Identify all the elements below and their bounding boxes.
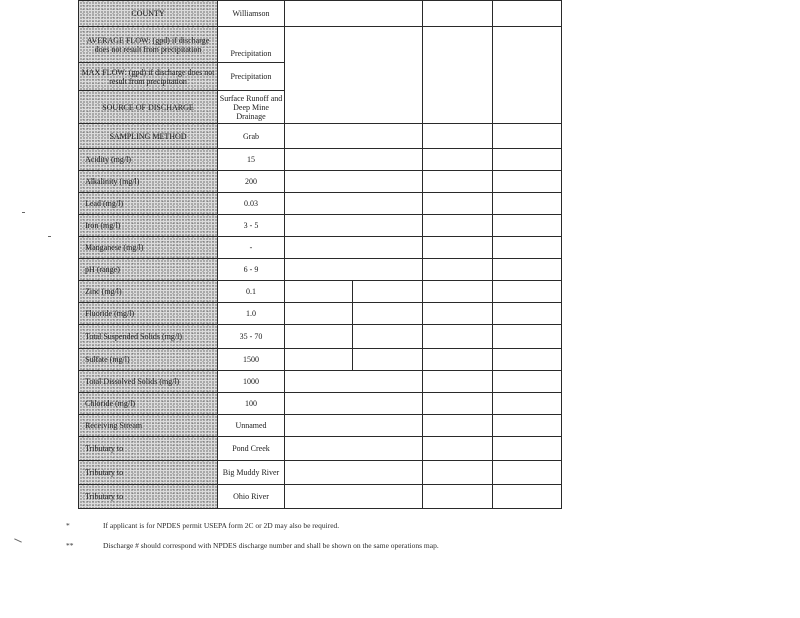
empty-cell: [493, 259, 562, 281]
row-label: Acidity (mg/l): [79, 149, 218, 171]
empty-cell: [423, 281, 493, 303]
empty-cell: [423, 393, 493, 415]
empty-cell: [285, 371, 353, 393]
empty-cell: [285, 259, 353, 281]
row-label: Total Suspended Solids (mg/l): [79, 325, 218, 349]
empty-cell: [353, 325, 423, 349]
table-row: [79, 371, 562, 393]
empty-cell: [423, 437, 493, 461]
empty-cell: [353, 149, 423, 171]
row-label: Sulfate (mg/l): [79, 349, 218, 371]
row-value: 3 - 5: [218, 215, 285, 237]
row-value: 35 - 70: [218, 325, 285, 349]
row-label: pH (range): [79, 259, 218, 281]
empty-cell: [285, 349, 353, 371]
row-value: 1500: [218, 349, 285, 371]
empty-cell: [493, 281, 562, 303]
empty-cell: [493, 27, 562, 63]
empty-cell: [423, 325, 493, 349]
row-value: Precipitation: [218, 27, 285, 63]
empty-cell: [285, 237, 353, 259]
row-value: 6 - 9: [218, 259, 285, 281]
row-value: 0.03: [218, 193, 285, 215]
row-value: 15: [218, 149, 285, 171]
footnote-marker: **: [66, 541, 74, 550]
row-label: Iron (mg/l): [79, 215, 218, 237]
empty-cell: [493, 349, 562, 371]
empty-cell: [423, 171, 493, 193]
table-row: [79, 171, 562, 193]
empty-cell: [493, 63, 562, 91]
row-label: Alkalinity (mg/l): [79, 171, 218, 193]
empty-cell: [285, 415, 353, 437]
empty-cell: [285, 1, 353, 27]
empty-cell: [353, 237, 423, 259]
empty-cell: [423, 124, 493, 149]
empty-cell: [493, 193, 562, 215]
footnote-marker: *: [66, 521, 70, 530]
empty-cell: [353, 63, 423, 91]
empty-cell: [285, 461, 353, 485]
table-row: [79, 27, 562, 63]
row-label: Fluoride (mg/l): [79, 303, 218, 325]
empty-cell: [353, 193, 423, 215]
empty-cell: [423, 461, 493, 485]
empty-cell: [493, 485, 562, 509]
empty-cell: [285, 193, 353, 215]
row-value: Grab: [218, 124, 285, 149]
empty-cell: [493, 325, 562, 349]
empty-cell: [353, 171, 423, 193]
row-label: Tributary to: [79, 461, 218, 485]
empty-cell: [353, 281, 423, 303]
table-row: [79, 325, 562, 349]
empty-cell: [493, 91, 562, 124]
empty-cell: [285, 27, 353, 63]
empty-cell: [423, 237, 493, 259]
table-row: [79, 237, 562, 259]
row-value: Ohio River: [218, 485, 285, 509]
empty-cell: [285, 171, 353, 193]
scan-speck: [14, 538, 22, 542]
empty-cell: [423, 349, 493, 371]
empty-cell: [353, 91, 423, 124]
table-row: [79, 1, 562, 27]
row-label: COUNTY: [79, 1, 218, 27]
empty-cell: [285, 325, 353, 349]
row-value: 0.1: [218, 281, 285, 303]
empty-cell: [353, 124, 423, 149]
footnote-text: If applicant is for NPDES permit USEPA form 2C or 2D may also be required.: [103, 521, 340, 530]
row-label: SOURCE OF DISCHARGE: [79, 91, 218, 124]
empty-cell: [423, 193, 493, 215]
row-label: Tributary to: [79, 437, 218, 461]
empty-cell: [423, 415, 493, 437]
row-label: Receiving Stream: [79, 415, 218, 437]
row-label: Tributary to: [79, 485, 218, 509]
empty-cell: [493, 371, 562, 393]
empty-cell: [285, 215, 353, 237]
row-label: Manganese (mg/l): [79, 237, 218, 259]
empty-cell: [493, 461, 562, 485]
empty-cell: [423, 63, 493, 91]
row-value: Williamson: [218, 1, 285, 27]
row-label: Total Dissolved Solids (mg/l): [79, 371, 218, 393]
empty-cell: [423, 27, 493, 63]
row-label: MAX FLOW: (gpd) if discharge does not result from precipitation: [79, 63, 218, 91]
empty-cell: [423, 371, 493, 393]
empty-cell: [493, 124, 562, 149]
empty-cell: [285, 303, 353, 325]
row-label: Chloride (mg/l): [79, 393, 218, 415]
row-value: 1000: [218, 371, 285, 393]
table-row: [79, 91, 562, 124]
empty-cell: [353, 415, 423, 437]
empty-cell: [423, 303, 493, 325]
empty-cell: [285, 437, 353, 461]
row-value: -: [218, 237, 285, 259]
empty-cell: [493, 215, 562, 237]
empty-cell: [353, 303, 423, 325]
empty-cell: [423, 1, 493, 27]
empty-cell: [285, 149, 353, 171]
empty-cell: [493, 1, 562, 27]
row-label: AVERAGE FLOW: (gpd) if discharge does not result from precipitation: [79, 27, 218, 63]
empty-cell: [423, 259, 493, 281]
row-label: Zinc (mg/l): [79, 281, 218, 303]
empty-cell: [493, 393, 562, 415]
empty-cell: [353, 215, 423, 237]
table-row: [79, 215, 562, 237]
table-row: [79, 193, 562, 215]
empty-cell: [423, 91, 493, 124]
empty-cell: [285, 281, 353, 303]
empty-cell: [423, 485, 493, 509]
empty-cell: [285, 485, 353, 509]
table-row: [79, 437, 562, 461]
table-row: [79, 63, 562, 91]
row-label: SAMPLING METHOD: [79, 124, 218, 149]
row-value: 1.0: [218, 303, 285, 325]
row-label: Lead (mg/l): [79, 193, 218, 215]
empty-cell: [493, 303, 562, 325]
empty-cell: [285, 91, 353, 124]
table-row: [79, 124, 562, 149]
empty-cell: [353, 437, 423, 461]
empty-cell: [423, 215, 493, 237]
table-row: [79, 349, 562, 371]
table-row: [79, 485, 562, 509]
empty-cell: [353, 259, 423, 281]
empty-cell: [353, 393, 423, 415]
empty-cell: [353, 371, 423, 393]
discharge-data-table: [78, 0, 562, 509]
row-value: Unnamed: [218, 415, 285, 437]
scan-speck: [48, 236, 51, 237]
empty-cell: [285, 393, 353, 415]
row-value: Big Muddy River: [218, 461, 285, 485]
row-value: Pond Creek: [218, 437, 285, 461]
row-value: 200: [218, 171, 285, 193]
row-value: Surface Runoff and Deep Mine Drainage: [218, 91, 285, 124]
table-row: [79, 393, 562, 415]
empty-cell: [493, 415, 562, 437]
empty-cell: [285, 124, 353, 149]
empty-cell: [423, 149, 493, 171]
empty-cell: [285, 63, 353, 91]
row-value: 100: [218, 393, 285, 415]
empty-cell: [493, 171, 562, 193]
table-row: [79, 149, 562, 171]
table-row: [79, 259, 562, 281]
table-row: [79, 303, 562, 325]
table-row: [79, 415, 562, 437]
footnote-text: Discharge # should correspond with NPDES discharge number and shall be shown on the same operations map.: [103, 541, 439, 550]
empty-cell: [353, 27, 423, 63]
scan-speck: [22, 212, 25, 213]
empty-cell: [493, 437, 562, 461]
empty-cell: [353, 485, 423, 509]
empty-cell: [353, 461, 423, 485]
row-value: Precipitation: [218, 63, 285, 91]
empty-cell: [493, 149, 562, 171]
empty-cell: [493, 237, 562, 259]
empty-cell: [353, 1, 423, 27]
table-row: [79, 281, 562, 303]
table-row: [79, 461, 562, 485]
empty-cell: [353, 349, 423, 371]
